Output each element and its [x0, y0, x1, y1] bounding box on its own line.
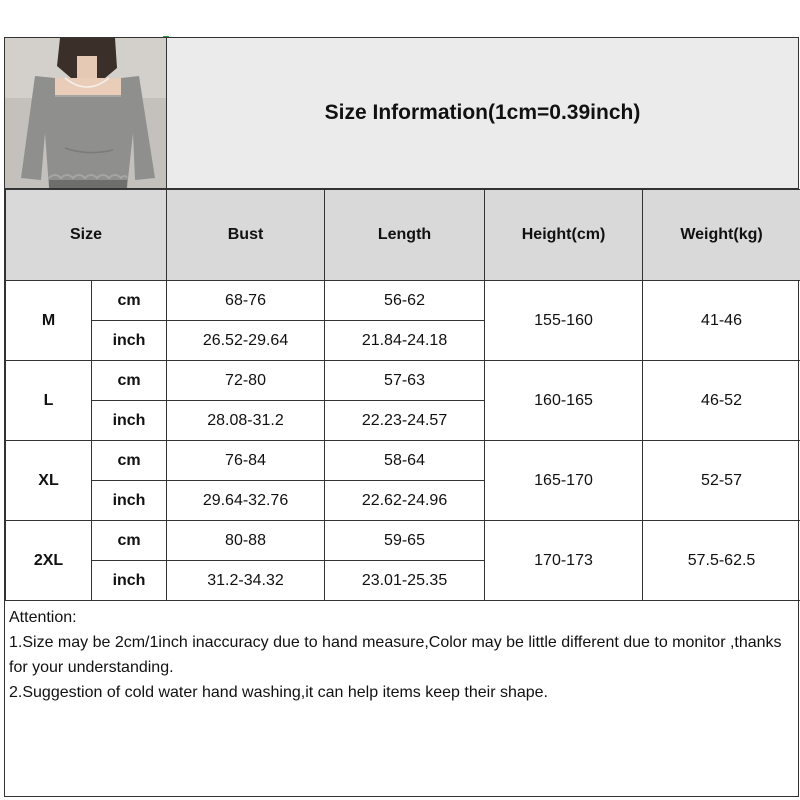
bust-inch: 31.2-34.32 — [167, 561, 325, 601]
unit-inch: inch — [92, 561, 167, 601]
bust-cm: 68-76 — [167, 281, 325, 321]
length-inch: 22.62-24.96 — [325, 481, 485, 521]
bust-cm: 72-80 — [167, 361, 325, 401]
height-value: 155-160 — [485, 281, 643, 361]
title-cell — [167, 38, 798, 189]
model-wearing-top-image — [5, 38, 166, 188]
header-size: Size — [6, 190, 167, 281]
height-value: 160-165 — [485, 361, 643, 441]
length-cm: 59-65 — [325, 521, 485, 561]
length-inch: 22.23-24.57 — [325, 401, 485, 441]
weight-value: 41-46 — [643, 281, 800, 361]
bust-cm: 80-88 — [167, 521, 325, 561]
length-inch: 21.84-24.18 — [325, 321, 485, 361]
notes-line-1: 1.Size may be 2cm/1inch inaccuracy due to hand measure,Color may be little different due to monitor ,thanks for your understanding. — [9, 634, 782, 676]
unit-cm: cm — [92, 361, 167, 401]
unit-cm: cm — [92, 521, 167, 561]
bust-inch: 28.08-31.2 — [167, 401, 325, 441]
header-weight: Weight(kg) — [643, 190, 800, 281]
size-label: M — [6, 281, 92, 361]
header-height: Height(cm) — [485, 190, 643, 281]
table-row — [6, 361, 800, 401]
table-row — [6, 441, 800, 481]
length-cm: 58-64 — [325, 441, 485, 481]
length-cm: 57-63 — [325, 361, 485, 401]
unit-inch: inch — [92, 481, 167, 521]
table-row — [6, 521, 800, 561]
notes-heading: Attention: — [9, 609, 77, 626]
bust-inch: 26.52-29.64 — [167, 321, 325, 361]
length-inch: 23.01-25.35 — [325, 561, 485, 601]
page-title: Size Information(1cm=0.39inch) — [324, 101, 641, 124]
unit-cm: cm — [92, 281, 167, 321]
notes-line-2: 2.Suggestion of cold water hand washing,it can help items keep their shape. — [9, 684, 548, 701]
attention-notes — [5, 603, 798, 707]
height-value: 165-170 — [485, 441, 643, 521]
height-value: 170-173 — [485, 521, 643, 601]
size-label: 2XL — [6, 521, 92, 601]
table-header-row — [6, 190, 800, 281]
unit-inch: inch — [92, 401, 167, 441]
size-label: L — [6, 361, 92, 441]
bust-inch: 29.64-32.76 — [167, 481, 325, 521]
table-row — [6, 281, 800, 321]
length-cm: 56-62 — [325, 281, 485, 321]
header-length: Length — [325, 190, 485, 281]
unit-cm: cm — [92, 441, 167, 481]
weight-value: 57.5-62.5 — [643, 521, 800, 601]
header-bust: Bust — [167, 190, 325, 281]
size-label: XL — [6, 441, 92, 521]
weight-value: 46-52 — [643, 361, 800, 441]
size-table — [5, 189, 800, 601]
bust-cm: 76-84 — [167, 441, 325, 481]
unit-inch: inch — [92, 321, 167, 361]
weight-value: 52-57 — [643, 441, 800, 521]
product-photo — [5, 38, 167, 189]
size-chart-sheet — [4, 37, 799, 797]
